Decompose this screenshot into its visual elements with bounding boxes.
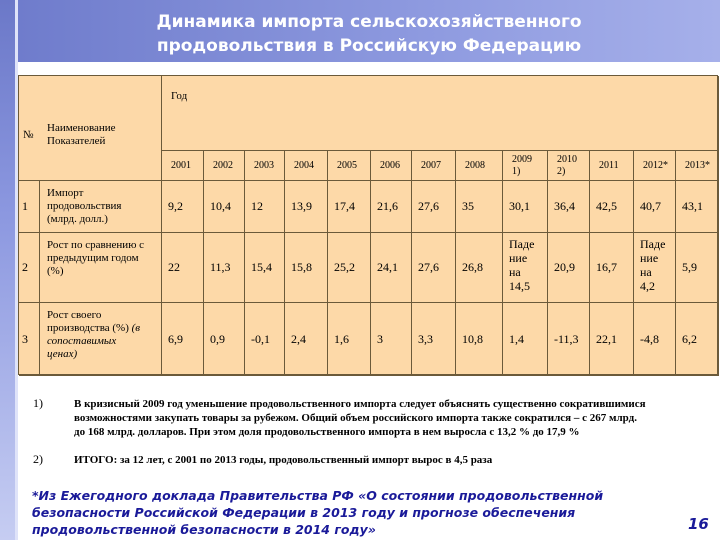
value-text-line: 6,2 xyxy=(682,331,697,346)
value-text xyxy=(210,332,225,346)
year-label xyxy=(171,160,191,172)
value-text xyxy=(640,199,661,213)
year-label xyxy=(294,160,314,172)
value-text xyxy=(418,260,439,274)
value-text-line: 3 xyxy=(377,331,383,346)
row-name-line: Рост по сравнению с xyxy=(47,239,145,251)
note-label: 2) xyxy=(33,452,43,466)
year-label xyxy=(643,160,668,172)
value-text xyxy=(682,332,697,346)
value-text-line: ние xyxy=(509,251,528,265)
value-text xyxy=(251,332,270,346)
name-header-line: Наименование xyxy=(47,122,116,134)
value-text xyxy=(251,199,263,213)
value-text-line: ние xyxy=(640,251,659,265)
value-text xyxy=(334,199,355,213)
row-name-line: Рост своего xyxy=(47,309,102,321)
year-label-line: 2011 xyxy=(599,160,619,171)
row-number xyxy=(22,332,28,346)
value-text-line: на xyxy=(640,265,652,279)
value-text-line: 13,9 xyxy=(291,199,312,213)
value-text xyxy=(210,199,231,213)
value-text xyxy=(251,260,272,274)
year-label-line: 2003 xyxy=(254,160,274,171)
year-label-line: 2) xyxy=(557,166,566,177)
value-text-line: 17,4 xyxy=(334,199,355,213)
value-text-line: 22,1 xyxy=(596,331,617,346)
value-text xyxy=(210,260,231,274)
page-number: 16 xyxy=(688,515,709,533)
value-text xyxy=(291,199,312,213)
year-label-line: 2008 xyxy=(465,160,485,171)
year-label xyxy=(380,160,400,172)
value-text-line: 20,9 xyxy=(554,260,575,274)
value-text-line: 26,8 xyxy=(462,260,483,274)
value-text xyxy=(596,332,617,346)
value-text-line: 27,6 xyxy=(418,199,439,213)
year-label xyxy=(254,160,274,172)
row-number-line: 3 xyxy=(22,331,28,346)
value-text xyxy=(291,260,312,274)
header-year-cell xyxy=(162,76,719,151)
value-text-line: -4,8 xyxy=(640,331,659,346)
value-text xyxy=(554,199,575,213)
year-label xyxy=(685,160,710,172)
footnote-line-3: продовольственной безопасности в 2014 году» xyxy=(32,522,376,537)
row-name-line: (млрд. долл.) xyxy=(47,213,108,225)
value-text xyxy=(168,332,183,346)
row-number-line: 2 xyxy=(22,260,28,274)
value-text xyxy=(462,260,483,274)
value-text-line: 15,8 xyxy=(291,260,312,274)
year-label-line: 2013* xyxy=(685,160,710,171)
value-text-line: 0,9 xyxy=(210,331,225,346)
note-text xyxy=(74,397,714,439)
value-text xyxy=(377,260,398,274)
value-text-line: 1,6 xyxy=(334,331,349,346)
note-label: 1) xyxy=(33,396,43,410)
value-text-line: 24,1 xyxy=(377,260,398,274)
year-label-line: 2005 xyxy=(337,160,357,171)
year-label-line: 2009 xyxy=(512,154,532,165)
value-text xyxy=(554,260,575,274)
value-text-line: 10,4 xyxy=(210,199,231,213)
year-label xyxy=(421,160,441,172)
value-text-line: 43,1 xyxy=(682,199,703,213)
value-text xyxy=(334,332,349,346)
value-text xyxy=(462,199,474,213)
value-text xyxy=(462,332,483,346)
year-label-line: 2001 xyxy=(171,160,191,171)
year-label-line: 2002 xyxy=(213,160,233,171)
row-number xyxy=(22,199,28,213)
value-text xyxy=(377,199,398,213)
value-text xyxy=(509,332,524,346)
number-header-line: № xyxy=(23,129,34,141)
value-text-line: 9,2 xyxy=(168,199,183,213)
value-text-line: 12 xyxy=(251,199,263,213)
row-name-italic-line: сопоставимых xyxy=(47,335,117,347)
title-line-2: продовольствия в Российскую Федерацию xyxy=(156,36,582,56)
value-text xyxy=(596,199,617,213)
note-text xyxy=(74,453,714,467)
value-text-line: -0,1 xyxy=(251,331,270,346)
name-header-line: Показателей xyxy=(47,135,106,147)
value-text xyxy=(334,260,355,274)
row-number xyxy=(22,260,28,274)
value-text xyxy=(418,332,433,346)
row-name-italic-line: ценах) xyxy=(47,348,78,360)
value-text-line: 27,6 xyxy=(418,260,439,274)
value-text xyxy=(682,199,703,213)
value-text-line: 16,7 xyxy=(596,260,617,274)
row-name-line: Импорт xyxy=(47,187,84,199)
year-label xyxy=(213,160,233,172)
row-name-line: производства (%) (в xyxy=(47,322,141,334)
value-text xyxy=(168,199,183,213)
value-text-line: 15,4 xyxy=(251,260,272,274)
value-text-line: 40,7 xyxy=(640,199,661,213)
note-line: до 168 млрд. долларов. При этом доля продовольственного импорта в нем выросла с 13,2 % до 17,9 % xyxy=(74,426,580,438)
page-title xyxy=(18,10,720,58)
value-text-line: 42,5 xyxy=(596,199,617,213)
value-text-line: 21,6 xyxy=(377,199,398,213)
value-text-line: Паде xyxy=(509,237,535,251)
import-table xyxy=(18,75,718,375)
year-label-line: 1) xyxy=(512,166,521,177)
year-label xyxy=(337,160,357,172)
value-text-line: на xyxy=(509,265,521,279)
value-text-line: 6,9 xyxy=(168,331,183,346)
value-text-line: 11,3 xyxy=(210,260,231,274)
value-text xyxy=(377,332,383,346)
value-text xyxy=(509,199,530,213)
value-text-line: 36,4 xyxy=(554,199,575,213)
row-name-line: предыдущим годом xyxy=(47,252,139,264)
year-label xyxy=(599,160,619,172)
value-text xyxy=(291,332,306,346)
year-header xyxy=(171,90,187,103)
value-text-line: 4,2 xyxy=(640,279,655,293)
value-text xyxy=(418,199,439,213)
year-label xyxy=(465,160,485,172)
year-label-line: 2006 xyxy=(380,160,400,171)
row-name-line: (%) xyxy=(47,265,64,277)
left-decor-bar xyxy=(0,0,15,540)
note-line: возможностями закупать товары за рубежом. Общий объем российского импорта также сократился – с 267 млрд. xyxy=(74,412,637,424)
year-label xyxy=(512,154,532,178)
row-name xyxy=(47,309,140,361)
year-header-line: Год xyxy=(171,90,188,102)
value-text xyxy=(596,260,617,274)
year-label-line: 2010 xyxy=(557,154,577,165)
footnote-line-2: безопасности Российской Федерации в 2013 году и прогнозе обеспечения xyxy=(32,505,576,520)
value-text-line: 14,5 xyxy=(509,279,530,293)
value-text-line: 10,8 xyxy=(462,331,483,346)
year-label xyxy=(557,154,577,178)
note-line: В кризисный 2009 год уменьшение продовольственного импорта следует объяснять существенно сократившимися xyxy=(74,398,646,410)
note-line: ИТОГО: за 12 лет, с 2001 по 2013 годы, продовольственный импорт вырос в 4,5 раза xyxy=(74,454,493,466)
value-text-line: 3,3 xyxy=(418,331,433,346)
value-text-line: 1,4 xyxy=(509,331,524,346)
value-text-line: -11,3 xyxy=(554,331,579,346)
value-text xyxy=(682,260,697,274)
value-text xyxy=(554,332,579,346)
value-text-line: 30,1 xyxy=(509,199,530,213)
value-text xyxy=(640,237,665,293)
value-text-line: 22 xyxy=(168,260,180,274)
value-text xyxy=(168,260,180,274)
source-footnote xyxy=(32,487,652,538)
row-name-line: продовольствия xyxy=(47,200,122,212)
title-line-1: Динамика импорта сельскохозяйственного xyxy=(156,12,582,32)
value-text-line: Паде xyxy=(640,237,666,251)
row-name-italic: (в xyxy=(128,322,141,334)
value-text xyxy=(640,332,659,346)
header-name-cell xyxy=(29,76,162,181)
row-name xyxy=(47,239,144,278)
value-text-line: 5,9 xyxy=(682,260,697,274)
value-text-line: 2,4 xyxy=(291,331,306,346)
year-label-line: 2007 xyxy=(421,160,441,171)
footnote-line-1: *Из Ежегодного доклада Правительства РФ «О состоянии продовольственной xyxy=(32,488,604,503)
year-label-line: 2004 xyxy=(294,160,314,171)
year-label-line: 2012* xyxy=(643,160,668,171)
value-text xyxy=(509,237,534,293)
row-number-line: 1 xyxy=(22,199,28,213)
row-name xyxy=(47,187,121,226)
value-text-line: 25,2 xyxy=(334,260,355,274)
value-text-line: 35 xyxy=(462,199,474,213)
